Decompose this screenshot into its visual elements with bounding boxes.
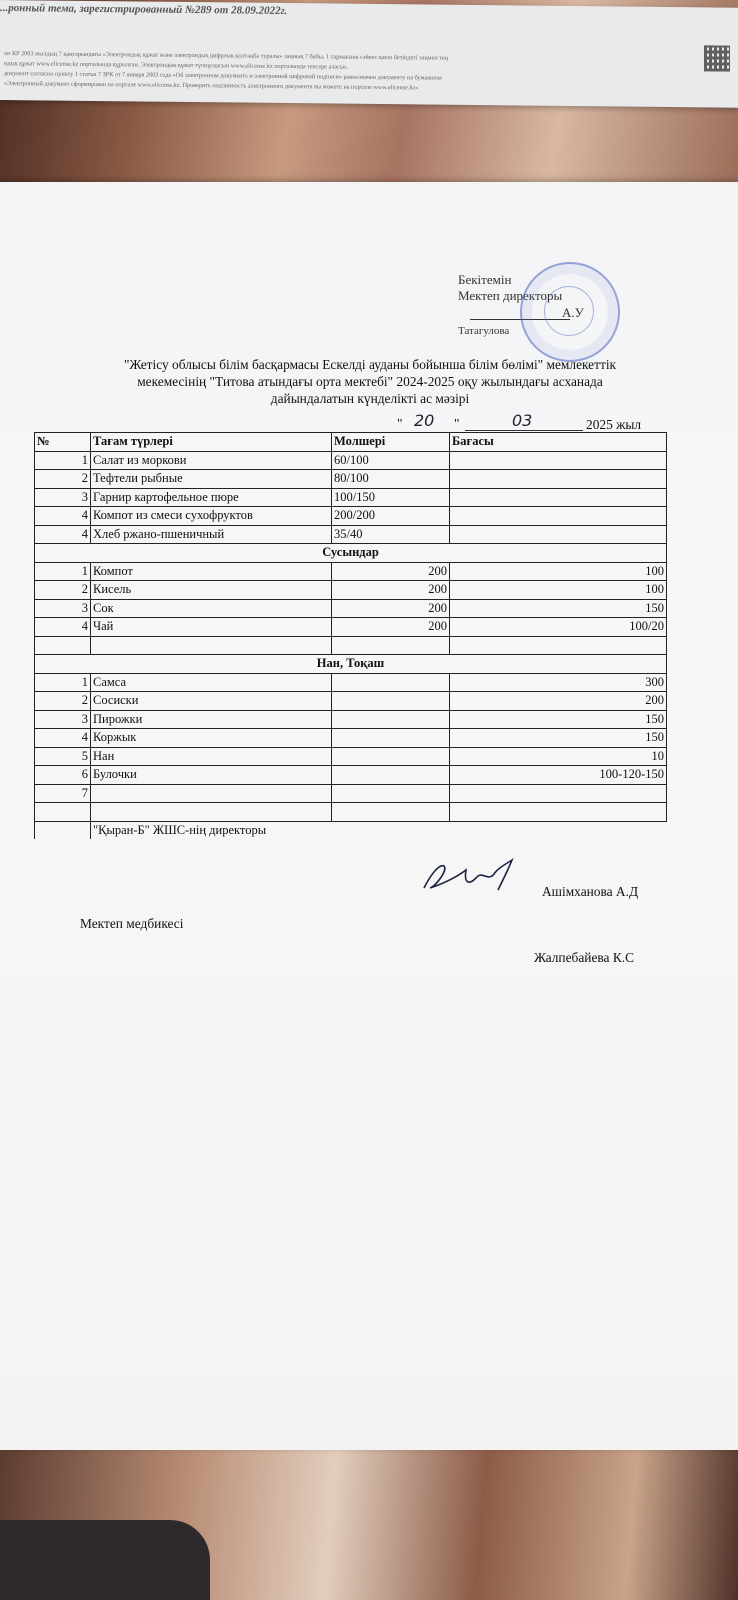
row-dish-name <box>91 784 332 803</box>
license-text-line: документ согласно пункту 1 статьи 7 ЗРК от 7 января 2003 года «Об электронном документе и электронной цифровой подписи» равнозначен документу на бумажном <box>4 70 442 82</box>
row-price <box>450 507 667 526</box>
row-dish-name: Коржык <box>91 729 332 748</box>
nurse-label: Мектеп медбикесі <box>80 916 184 931</box>
row-number: 3 <box>35 488 91 507</box>
table-row <box>35 747 667 766</box>
row-number: 7 <box>35 784 91 803</box>
empty-row <box>35 636 667 655</box>
row-amount: 80/100 <box>332 470 450 489</box>
drinks <box>35 562 667 636</box>
drinks-title: Сусындар <box>35 544 667 563</box>
bread-title: Нан, Тоқаш <box>35 655 667 674</box>
empty-row <box>35 803 667 822</box>
row-dish-name: Нан <box>91 747 332 766</box>
background-object <box>0 1520 210 1600</box>
row-amount: 100/150 <box>332 488 450 507</box>
row-number: 4 <box>35 507 91 526</box>
table-row <box>35 470 667 489</box>
header-dish: Тағам түрлері <box>91 433 332 452</box>
row-price: 150 <box>450 599 667 618</box>
table-row <box>35 581 667 600</box>
row-amount <box>332 729 450 748</box>
menu-title-line: мекемесінің "Титова атындағы орта мектебі" 2024-2025 оқу жылындағы асханада <box>137 374 603 389</box>
row-amount <box>332 784 450 803</box>
approval-name: Татагулова <box>458 325 510 337</box>
row-amount: 200 <box>332 599 450 618</box>
date-month: 03 <box>512 411 533 430</box>
row-price: 150 <box>450 729 667 748</box>
date-day: 20 <box>414 411 435 430</box>
row-number: 4 <box>35 525 91 544</box>
drinks-section-row <box>35 544 667 563</box>
row-dish-name: Пирожки <box>91 710 332 729</box>
row-dish-name: Чай <box>91 618 332 637</box>
table-row <box>35 692 667 711</box>
table-row <box>35 766 667 785</box>
row-price <box>450 451 667 470</box>
row-price: 100 <box>450 581 667 600</box>
row-amount <box>332 766 450 785</box>
row-dish-name: Хлеб ржано-пшеничный <box>91 525 332 544</box>
menu-title-line: дайындалатын күнделікті ас мәзірі <box>270 391 470 406</box>
table-row <box>35 507 667 526</box>
row-amount <box>332 692 450 711</box>
date-month-line <box>465 430 583 431</box>
nurse-name: Жалпебайева К.С <box>534 950 635 965</box>
table-row <box>35 525 667 544</box>
table-row <box>35 599 667 618</box>
header-price: Бағасы <box>450 433 667 452</box>
license-text-line: он КР 2003 жылдың 7 қаңтарындағы «Электрондық құжат және электрондық цифрлық қолтаңба туралы» заңның 7 бабы, 1 тармағына сәйкес қағаз бетіндегі заңмен тең <box>4 50 448 62</box>
approval-position: Мектеп директоры <box>458 288 563 303</box>
row-number: 3 <box>35 599 91 618</box>
approval-title: Бекітемін <box>458 272 512 287</box>
table-row <box>35 710 667 729</box>
bread-section-row <box>35 655 667 674</box>
table-row <box>35 562 667 581</box>
row-price: 100-120-150 <box>450 766 667 785</box>
license-header: ...ронный тема, зарегистрированный №289 от 28.09.2022г. <box>0 2 288 18</box>
row-price: 100/20 <box>450 618 667 637</box>
row-amount <box>332 673 450 692</box>
license-text-line: «Электронный документ сформирован на портале www.elicense.kz. Проверить подлинность электронного документа вы можете на портале www.elicense.kz» <box>4 80 419 92</box>
menu-table <box>34 432 667 839</box>
bread <box>35 673 667 803</box>
row-number: 1 <box>35 451 91 470</box>
row-dish-name: Тефтели рыбные <box>91 470 332 489</box>
license-text-line: ндық құжат www.elicense.kz порталында құрылған. Электрондық құжат түпнұсқасын www.elicense.kz порталында тексере аласыз. <box>4 60 348 71</box>
table-row <box>35 673 667 692</box>
table-row <box>35 488 667 507</box>
row-amount: 200 <box>332 562 450 581</box>
row-number: 2 <box>35 470 91 489</box>
row-number: 4 <box>35 729 91 748</box>
row-amount: 200 <box>332 581 450 600</box>
row-amount: 60/100 <box>332 451 450 470</box>
table-row <box>35 784 667 803</box>
row-number: 6 <box>35 766 91 785</box>
row-dish-name: Сосиски <box>91 692 332 711</box>
date-close-quote: " <box>454 416 460 431</box>
row-dish-name: Кисель <box>91 581 332 600</box>
row-price <box>450 784 667 803</box>
row-price: 200 <box>450 692 667 711</box>
row-price: 150 <box>450 710 667 729</box>
row-amount <box>332 747 450 766</box>
row-number: 5 <box>35 747 91 766</box>
license-document-strip <box>0 0 738 108</box>
row-amount: 35/40 <box>332 525 450 544</box>
row-number: 2 <box>35 692 91 711</box>
row-price <box>450 525 667 544</box>
menu-title-line: "Жетісу облысы білім басқармасы Ескелді ауданы бойынша білім бөлімі" мемлекеттік <box>123 357 617 372</box>
row-amount <box>332 710 450 729</box>
row-dish-name: Компот из смеси сухофруктов <box>91 507 332 526</box>
row-dish-name: Компот <box>91 562 332 581</box>
director-signature-icon <box>418 852 528 896</box>
official-stamp-icon <box>520 262 620 362</box>
background-photo-bottom <box>0 1430 738 1600</box>
table-header-row <box>35 433 667 452</box>
row-number: 4 <box>35 618 91 637</box>
row-dish-name: Сок <box>91 599 332 618</box>
row-price <box>450 470 667 489</box>
header-number: № <box>35 433 91 452</box>
row-amount: 200/200 <box>332 507 450 526</box>
main-dishes <box>35 451 667 544</box>
row-number: 2 <box>35 581 91 600</box>
row-number: 1 <box>35 562 91 581</box>
row-price: 300 <box>450 673 667 692</box>
row-price: 10 <box>450 747 667 766</box>
header-amount: Молшері <box>332 433 450 452</box>
date-year: 2025 жыл <box>586 417 642 432</box>
row-number: 1 <box>35 673 91 692</box>
footer-label: "Қыран-Б" ЖШС-нің директоры <box>93 822 267 837</box>
approval-initials: А.У <box>562 305 584 320</box>
row-number: 3 <box>35 710 91 729</box>
row-dish-name: Гарнир картофельное пюре <box>91 488 332 507</box>
row-amount: 200 <box>332 618 450 637</box>
table-row <box>35 729 667 748</box>
director-name: Ашімханова А.Д <box>542 884 639 899</box>
row-dish-name: Самса <box>91 673 332 692</box>
qr-code-icon <box>704 45 730 71</box>
date-open-quote: " <box>397 416 403 431</box>
table-footer-row <box>35 821 667 839</box>
row-dish-name: Салат из моркови <box>91 451 332 470</box>
row-price <box>450 488 667 507</box>
table-row <box>35 618 667 637</box>
row-dish-name: Булочки <box>91 766 332 785</box>
table-row <box>35 451 667 470</box>
row-price: 100 <box>450 562 667 581</box>
